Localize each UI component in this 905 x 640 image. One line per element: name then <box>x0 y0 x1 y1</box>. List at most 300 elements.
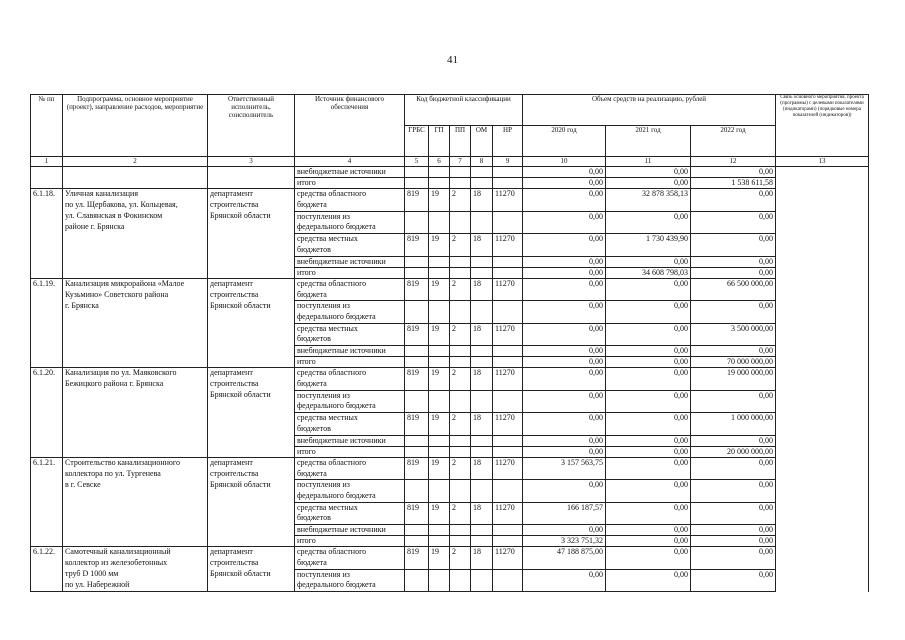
program-text: Кузьмино» Советского района <box>63 290 208 301</box>
table-row <box>31 312 869 323</box>
program-text: Уличная канализация <box>63 189 208 200</box>
source-text: федерального бюджета <box>295 222 405 233</box>
nr-code <box>493 580 523 591</box>
value-2020: 0,00 <box>523 390 606 401</box>
gp-code <box>429 245 450 256</box>
nr-code <box>493 178 523 189</box>
nr-code <box>493 346 523 357</box>
executor-text <box>208 234 295 245</box>
indicator-link <box>776 379 869 390</box>
nr-code <box>493 569 523 580</box>
item-number <box>31 334 63 345</box>
gp-code <box>429 480 450 491</box>
value-2021 <box>606 245 691 256</box>
value-2022: 19 000 000,00 <box>691 368 776 379</box>
item-number: 6.1.20. <box>31 368 63 379</box>
grbs-code <box>405 491 429 502</box>
program-text <box>63 357 208 368</box>
source-text: внебюджетные источники <box>295 346 405 357</box>
value-2021: 0,00 <box>606 178 691 189</box>
value-2022: 3 500 000,00 <box>691 323 776 334</box>
source-text: средства областного <box>295 368 405 379</box>
grbs-code <box>405 245 429 256</box>
item-number <box>31 480 63 491</box>
value-2021 <box>606 580 691 591</box>
grbs-code <box>405 390 429 401</box>
nr-code <box>493 312 523 323</box>
table-row <box>31 178 869 189</box>
om-code <box>471 435 493 446</box>
nr-code <box>493 513 523 524</box>
indicator-link <box>776 547 869 558</box>
source-text: поступления из <box>295 211 405 222</box>
om-code <box>471 401 493 412</box>
pp-code: 2 <box>450 502 471 513</box>
program-text <box>63 390 208 401</box>
pp-code <box>450 379 471 390</box>
value-2021 <box>606 290 691 301</box>
value-2020 <box>523 424 606 435</box>
grbs-code <box>405 200 429 211</box>
value-2020: 0,00 <box>523 357 606 368</box>
table-row <box>31 323 869 334</box>
om-code: 18 <box>471 368 493 379</box>
indicator-link <box>776 435 869 446</box>
value-2022: 0,00 <box>691 390 776 401</box>
value-2022: 0,00 <box>691 189 776 200</box>
indicator-link <box>776 200 869 211</box>
gp-code <box>429 256 450 267</box>
value-2021: 0,00 <box>606 390 691 401</box>
header-pp: ПП <box>450 126 471 157</box>
om-code <box>471 390 493 401</box>
pp-code <box>450 200 471 211</box>
item-number <box>31 469 63 480</box>
grbs-code: 819 <box>405 457 429 468</box>
executor-text <box>208 222 295 233</box>
program-text: коллектор из железобетонных <box>63 558 208 569</box>
gp-code: 19 <box>429 502 450 513</box>
pp-code <box>450 480 471 491</box>
gp-code <box>429 446 450 457</box>
source-text: внебюджетные источники <box>295 167 405 178</box>
table-row <box>31 211 869 222</box>
value-2020: 0,00 <box>523 256 606 267</box>
om-code <box>471 480 493 491</box>
value-2020 <box>523 558 606 569</box>
om-code <box>471 357 493 368</box>
indicator-link <box>776 278 869 289</box>
value-2020: 166 187,57 <box>523 502 606 513</box>
value-2021: 0,00 <box>606 569 691 580</box>
indicator-link <box>776 323 869 334</box>
executor-text: строительства <box>208 558 295 569</box>
value-2022 <box>691 580 776 591</box>
indicator-link <box>776 267 869 278</box>
executor-text <box>208 256 295 267</box>
grbs-code <box>405 267 429 278</box>
source-text: федерального бюджета <box>295 491 405 502</box>
executor-text <box>208 267 295 278</box>
pp-code <box>450 222 471 233</box>
value-2020: 0,00 <box>523 323 606 334</box>
executor-text <box>208 525 295 536</box>
grbs-code: 819 <box>405 323 429 334</box>
source-text: бюджета <box>295 558 405 569</box>
table-row <box>31 301 869 312</box>
pp-code <box>450 580 471 591</box>
value-2020: 0,00 <box>523 446 606 457</box>
header-num: № пп <box>31 95 63 157</box>
pp-code <box>450 167 471 178</box>
indicator-link <box>776 401 869 412</box>
table-row <box>31 502 869 513</box>
grbs-code <box>405 346 429 357</box>
pp-code <box>450 558 471 569</box>
om-code <box>471 290 493 301</box>
gp-code <box>429 200 450 211</box>
indicator-link <box>776 413 869 424</box>
source-text: поступления из <box>295 569 405 580</box>
program-text <box>63 167 208 178</box>
nr-code <box>493 245 523 256</box>
value-2022: 0,00 <box>691 346 776 357</box>
indicator-link <box>776 178 869 189</box>
table-row <box>31 547 869 558</box>
value-2020 <box>523 245 606 256</box>
source-text: бюджета <box>295 379 405 390</box>
program-text <box>63 256 208 267</box>
pp-code <box>450 334 471 345</box>
program-text <box>63 525 208 536</box>
indicator-link <box>776 580 869 591</box>
executor-text: Брянской области <box>208 480 295 491</box>
item-number <box>31 323 63 334</box>
source-text: федерального бюджета <box>295 580 405 591</box>
source-text: итого <box>295 357 405 368</box>
program-text <box>63 178 208 189</box>
gp-code: 19 <box>429 368 450 379</box>
table-row <box>31 457 869 468</box>
nr-code <box>493 491 523 502</box>
table-row <box>31 424 869 435</box>
executor-text <box>208 346 295 357</box>
table-row <box>31 513 869 524</box>
indicator-link <box>776 446 869 457</box>
om-code <box>471 536 493 547</box>
header-program: Подпрограмма, основное мероприятие (проект), направление расходов, мероприятие <box>63 95 208 157</box>
value-2020 <box>523 200 606 211</box>
pp-code: 2 <box>450 189 471 200</box>
executor-text <box>208 334 295 345</box>
indicator-link <box>776 491 869 502</box>
value-2021 <box>606 558 691 569</box>
indicator-link <box>776 469 869 480</box>
source-text: итого <box>295 536 405 547</box>
nr-code: 11270 <box>493 413 523 424</box>
value-2022: 0,00 <box>691 502 776 513</box>
indicator-link <box>776 457 869 468</box>
gp-code: 19 <box>429 413 450 424</box>
program-text <box>63 446 208 457</box>
executor-text <box>208 167 295 178</box>
table-row <box>31 278 869 289</box>
column-number: 7 <box>450 157 471 167</box>
pp-code: 2 <box>450 413 471 424</box>
grbs-code <box>405 256 429 267</box>
grbs-code <box>405 469 429 480</box>
indicator-link <box>776 301 869 312</box>
table-row <box>31 290 869 301</box>
nr-code: 11270 <box>493 502 523 513</box>
table-row <box>31 525 869 536</box>
om-code <box>471 312 493 323</box>
value-2020: 0,00 <box>523 167 606 178</box>
value-2022: 0,00 <box>691 256 776 267</box>
value-2020 <box>523 491 606 502</box>
om-code <box>471 167 493 178</box>
value-2022: 20 000 000,00 <box>691 446 776 457</box>
gp-code <box>429 312 450 323</box>
item-number <box>31 536 63 547</box>
item-number: 6.1.18. <box>31 189 63 200</box>
executor-text <box>208 435 295 446</box>
grbs-code <box>405 211 429 222</box>
value-2021 <box>606 379 691 390</box>
pp-code: 2 <box>450 278 471 289</box>
nr-code: 11270 <box>493 368 523 379</box>
value-2020 <box>523 513 606 524</box>
program-text <box>63 323 208 334</box>
pp-code <box>450 569 471 580</box>
source-text: итого <box>295 446 405 457</box>
item-number <box>31 234 63 245</box>
gp-code <box>429 435 450 446</box>
table-row <box>31 200 869 211</box>
pp-code <box>450 469 471 480</box>
program-text <box>63 413 208 424</box>
indicator-link <box>776 536 869 547</box>
program-text: Бежицкого района г. Брянска <box>63 379 208 390</box>
grbs-code <box>405 167 429 178</box>
table-row <box>31 390 869 401</box>
table-row <box>31 267 869 278</box>
column-number: 3 <box>208 157 295 167</box>
value-2022 <box>691 558 776 569</box>
table-row <box>31 222 869 233</box>
table-row <box>31 536 869 547</box>
source-text: итого <box>295 267 405 278</box>
om-code <box>471 580 493 591</box>
value-2021: 0,00 <box>606 256 691 267</box>
value-2022: 0,00 <box>691 267 776 278</box>
indicator-link <box>776 390 869 401</box>
indicator-link <box>776 211 869 222</box>
executor-text: Брянской области <box>208 211 295 222</box>
value-2020: 0,00 <box>523 346 606 357</box>
program-text: по ул. Щербакова, ул. Кольцевая, <box>63 200 208 211</box>
indicator-link <box>776 513 869 524</box>
column-number: 5 <box>405 157 429 167</box>
executor-text: департамент <box>208 547 295 558</box>
program-text <box>63 491 208 502</box>
pp-code <box>450 525 471 536</box>
gp-code: 19 <box>429 457 450 468</box>
column-number: 1 <box>31 157 63 167</box>
item-number <box>31 525 63 536</box>
header-budget-code: Код бюджетной классификации <box>405 95 523 126</box>
grbs-code <box>405 569 429 580</box>
value-2021 <box>606 424 691 435</box>
value-2020: 3 323 751,32 <box>523 536 606 547</box>
column-number: 13 <box>776 157 869 167</box>
om-code: 18 <box>471 547 493 558</box>
source-text: бюджетов <box>295 424 405 435</box>
item-number <box>31 424 63 435</box>
gp-code <box>429 536 450 547</box>
executor-text <box>208 502 295 513</box>
value-2021: 0,00 <box>606 301 691 312</box>
value-2021: 0,00 <box>606 211 691 222</box>
source-text: бюджетов <box>295 513 405 524</box>
grbs-code <box>405 290 429 301</box>
value-2020 <box>523 334 606 345</box>
pp-code <box>450 290 471 301</box>
item-number <box>31 513 63 524</box>
nr-code <box>493 525 523 536</box>
column-number: 4 <box>295 157 405 167</box>
om-code <box>471 513 493 524</box>
pp-code <box>450 346 471 357</box>
nr-code <box>493 424 523 435</box>
program-text: Самотечный канализационный <box>63 547 208 558</box>
gp-code <box>429 569 450 580</box>
item-number <box>31 211 63 222</box>
table-row <box>31 368 869 379</box>
value-2021 <box>606 334 691 345</box>
table-row <box>31 189 869 200</box>
item-number: 6.1.19. <box>31 278 63 289</box>
value-2021 <box>606 469 691 480</box>
source-text: средства местных <box>295 413 405 424</box>
program-text <box>63 435 208 446</box>
source-text: средства областного <box>295 547 405 558</box>
om-code <box>471 346 493 357</box>
value-2020: 3 157 563,75 <box>523 457 606 468</box>
grbs-code <box>405 513 429 524</box>
table-row <box>31 167 869 178</box>
header-2022: 2022 год <box>691 126 776 157</box>
program-text <box>63 234 208 245</box>
executor-text <box>208 580 295 591</box>
grbs-code <box>405 222 429 233</box>
column-number: 9 <box>493 157 523 167</box>
grbs-code <box>405 446 429 457</box>
table-row <box>31 491 869 502</box>
om-code <box>471 558 493 569</box>
item-number <box>31 178 63 189</box>
program-text <box>63 267 208 278</box>
om-code <box>471 379 493 390</box>
om-code <box>471 222 493 233</box>
value-2022 <box>691 312 776 323</box>
value-2022: 0,00 <box>691 211 776 222</box>
nr-code <box>493 379 523 390</box>
nr-code <box>493 435 523 446</box>
executor-text <box>208 536 295 547</box>
grbs-code <box>405 424 429 435</box>
table-row <box>31 469 869 480</box>
value-2022: 0,00 <box>691 457 776 468</box>
pp-code <box>450 312 471 323</box>
value-2022 <box>691 290 776 301</box>
source-text: бюджета <box>295 200 405 211</box>
item-number <box>31 558 63 569</box>
source-text: бюджетов <box>295 334 405 345</box>
pp-code <box>450 357 471 368</box>
value-2021: 0,00 <box>606 357 691 368</box>
nr-code <box>493 222 523 233</box>
nr-code <box>493 267 523 278</box>
value-2021: 0,00 <box>606 480 691 491</box>
source-text: внебюджетные источники <box>295 525 405 536</box>
gp-code: 19 <box>429 189 450 200</box>
column-number: 6 <box>429 157 450 167</box>
item-number <box>31 290 63 301</box>
grbs-code <box>405 480 429 491</box>
value-2022 <box>691 200 776 211</box>
indicator-link <box>776 334 869 345</box>
source-text: итого <box>295 178 405 189</box>
pp-code <box>450 390 471 401</box>
table-row <box>31 346 869 357</box>
executor-text: Брянской области <box>208 301 295 312</box>
program-text <box>63 245 208 256</box>
value-2022: 1 538 611,58 <box>691 178 776 189</box>
om-code <box>471 569 493 580</box>
value-2020: 0,00 <box>523 189 606 200</box>
item-number: 6.1.21. <box>31 457 63 468</box>
value-2020 <box>523 469 606 480</box>
value-2022 <box>691 424 776 435</box>
value-2022 <box>691 222 776 233</box>
program-text: районе г. Брянска <box>63 222 208 233</box>
gp-code <box>429 167 450 178</box>
program-text <box>63 346 208 357</box>
gp-code <box>429 424 450 435</box>
source-text: средства областного <box>295 189 405 200</box>
value-2021: 0,00 <box>606 525 691 536</box>
executor-text <box>208 178 295 189</box>
indicator-link <box>776 312 869 323</box>
nr-code: 11270 <box>493 323 523 334</box>
executor-text <box>208 513 295 524</box>
header-executor: Ответственный исполнитель, соисполнитель <box>208 95 295 157</box>
value-2020: 0,00 <box>523 301 606 312</box>
value-2021 <box>606 312 691 323</box>
item-number <box>31 502 63 513</box>
gp-code <box>429 558 450 569</box>
om-code <box>471 245 493 256</box>
pp-code <box>450 435 471 446</box>
gp-code <box>429 178 450 189</box>
nr-code <box>493 357 523 368</box>
om-code <box>471 334 493 345</box>
value-2021: 0,00 <box>606 435 691 446</box>
om-code <box>471 256 493 267</box>
nr-code <box>493 469 523 480</box>
item-number <box>31 435 63 446</box>
